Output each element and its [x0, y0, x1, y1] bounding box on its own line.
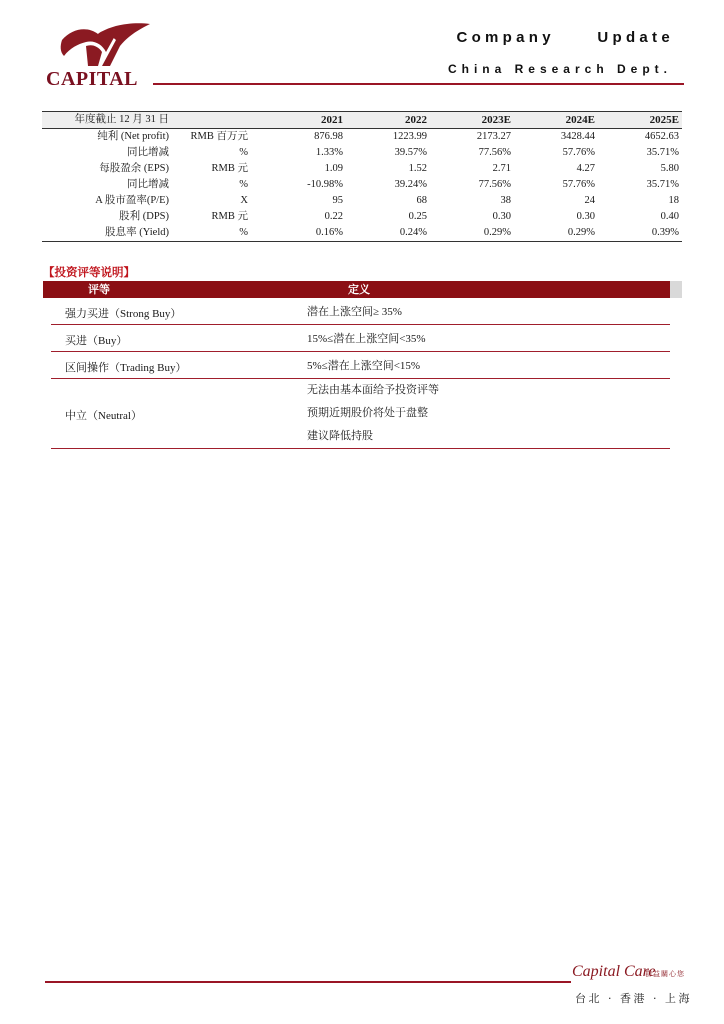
rating-grade: 强力买进（Strong Buy）: [51, 298, 299, 325]
table-row: [42, 129, 682, 146]
table-row: [42, 209, 682, 225]
metric-value: 35.71%: [646, 147, 679, 159]
metric-value: 0.39%: [598, 225, 682, 242]
row-spacer: [43, 379, 51, 449]
metric-value: 0.24%: [346, 225, 430, 242]
rating-row: [43, 325, 682, 352]
rating-section-heading: 【投资评等说明】: [43, 265, 135, 279]
table-row: [42, 161, 682, 177]
metric-value: 39.24%: [394, 179, 427, 191]
eagle-logo-icon: [58, 22, 153, 68]
rating-definition: [299, 325, 670, 352]
metric-label: 股息率 (Yield): [42, 225, 177, 242]
metric-value: 57.76%: [562, 147, 595, 159]
metric-value: 0.30: [492, 211, 511, 223]
definition-line: 预期近期股价将处于盘整: [307, 407, 428, 419]
metric-value: 39.57%: [394, 147, 427, 159]
header-rule: [153, 83, 684, 85]
metric-value: 35.71%: [646, 179, 679, 191]
rating-grade: 中立（Neutral）: [51, 379, 299, 449]
metric-label: 同比增减: [127, 147, 169, 159]
table-row: [42, 145, 682, 161]
metric-value: 0.25: [408, 211, 427, 223]
fiscal-year-header: 年度截止 12 月 31 日: [42, 112, 177, 129]
metric-unit: RMB 元: [211, 163, 248, 175]
definition-line: 潜在上涨空间≥ 35%: [307, 306, 402, 318]
definition-column-header: 定义: [299, 281, 670, 298]
metric-value: 876.98: [314, 131, 343, 142]
financial-forecast-table: [42, 111, 682, 242]
metric-value: -10.98%: [307, 179, 343, 191]
metric-value: 4.27: [576, 163, 595, 175]
row-spacer: [670, 379, 682, 449]
metric-value: 0.40: [660, 211, 679, 223]
rating-grade: 区间操作（Trading Buy）: [51, 352, 299, 379]
definition-line: 无法由基本面给予投资评等: [307, 384, 439, 396]
metric-label: 股利 (DPS): [119, 211, 169, 223]
rating-definition: [299, 352, 670, 379]
metric-value: 1.09: [324, 163, 343, 175]
metric-value: 77.56%: [478, 179, 511, 191]
year-header: 2022: [346, 112, 430, 129]
footer-rule: [45, 981, 571, 983]
metric-value: 4652.63: [644, 131, 679, 142]
table-row: [42, 177, 682, 193]
metric-value: 77.56%: [478, 147, 511, 159]
metric-value: 0.29%: [430, 225, 514, 242]
year-header: 2024E: [514, 112, 598, 129]
table-row: [42, 193, 682, 209]
rating-header-row: [43, 281, 682, 298]
metric-value: 2.71: [492, 163, 511, 175]
rating-definition: [299, 379, 670, 449]
year-header: 2021: [262, 112, 346, 129]
rating-row: [43, 379, 682, 449]
table-header-row: [42, 112, 682, 129]
metric-unit: %: [239, 179, 248, 191]
metric-value: 24: [584, 195, 595, 207]
definition-line: 5%≤潜在上涨空间<15%: [307, 360, 421, 372]
row-spacer: [670, 325, 682, 352]
definition-line: 15%≤潜在上涨空间<35%: [307, 333, 426, 345]
page-subtitle: China Research Dept.: [447, 62, 672, 76]
row-spacer: [43, 325, 51, 352]
row-spacer: [670, 352, 682, 379]
row-spacer: [43, 298, 51, 325]
metric-value: 0.22: [324, 211, 343, 223]
table-row: [42, 225, 682, 242]
rating-row: [43, 298, 682, 325]
metric-label: 纯利 (Net profit): [97, 131, 169, 142]
metric-value: 1.52: [408, 163, 427, 175]
metric-unit: RMB 百万元: [190, 131, 248, 142]
logo-text: CAPITAL: [46, 68, 139, 90]
metric-label: A 股市盈率(P/E): [95, 195, 169, 207]
rating-row: [43, 352, 682, 379]
capital-logo: [44, 22, 159, 90]
header-gap: [670, 281, 682, 298]
metric-value: 0.30: [576, 211, 595, 223]
rating-definition: [299, 298, 670, 325]
metric-value: 0.16%: [262, 225, 346, 242]
footer-brand: Capital Care: [572, 963, 656, 980]
footer-cities: 台北 · 香港 · 上海: [575, 992, 692, 1005]
metric-label: 同比增减: [127, 179, 169, 191]
metric-unit: X: [240, 195, 248, 207]
definition-line: 建议降低持股: [307, 430, 373, 442]
footer-brand-chinese: 群益關心您: [645, 970, 685, 978]
metric-value: 3428.44: [560, 131, 595, 142]
page-title: Company Update: [456, 29, 674, 46]
year-header: 2023E: [430, 112, 514, 129]
metric-value: 1.33%: [315, 147, 343, 159]
unit-header: [177, 112, 262, 129]
metric-value: 5.80: [660, 163, 679, 175]
year-header: 2025E: [598, 112, 682, 129]
rating-definition-table: [43, 281, 682, 449]
metric-value: 0.29%: [514, 225, 598, 242]
rating-grade: 买进（Buy）: [51, 325, 299, 352]
metric-unit: %: [239, 147, 248, 159]
metric-unit: RMB 元: [211, 211, 248, 223]
metric-value: 2173.27: [476, 131, 511, 142]
metric-value: 57.76%: [562, 179, 595, 191]
metric-unit: %: [177, 225, 262, 242]
header-spacer: [43, 281, 51, 298]
row-spacer: [43, 352, 51, 379]
metric-value: 38: [500, 195, 511, 207]
metric-value: 18: [668, 195, 679, 207]
metric-label: 每股盈余 (EPS): [99, 163, 169, 175]
grade-column-header: 评等: [51, 281, 299, 298]
metric-value: 95: [332, 195, 343, 207]
row-spacer: [670, 298, 682, 325]
metric-value: 68: [416, 195, 427, 207]
metric-value: 1223.99: [392, 131, 427, 142]
